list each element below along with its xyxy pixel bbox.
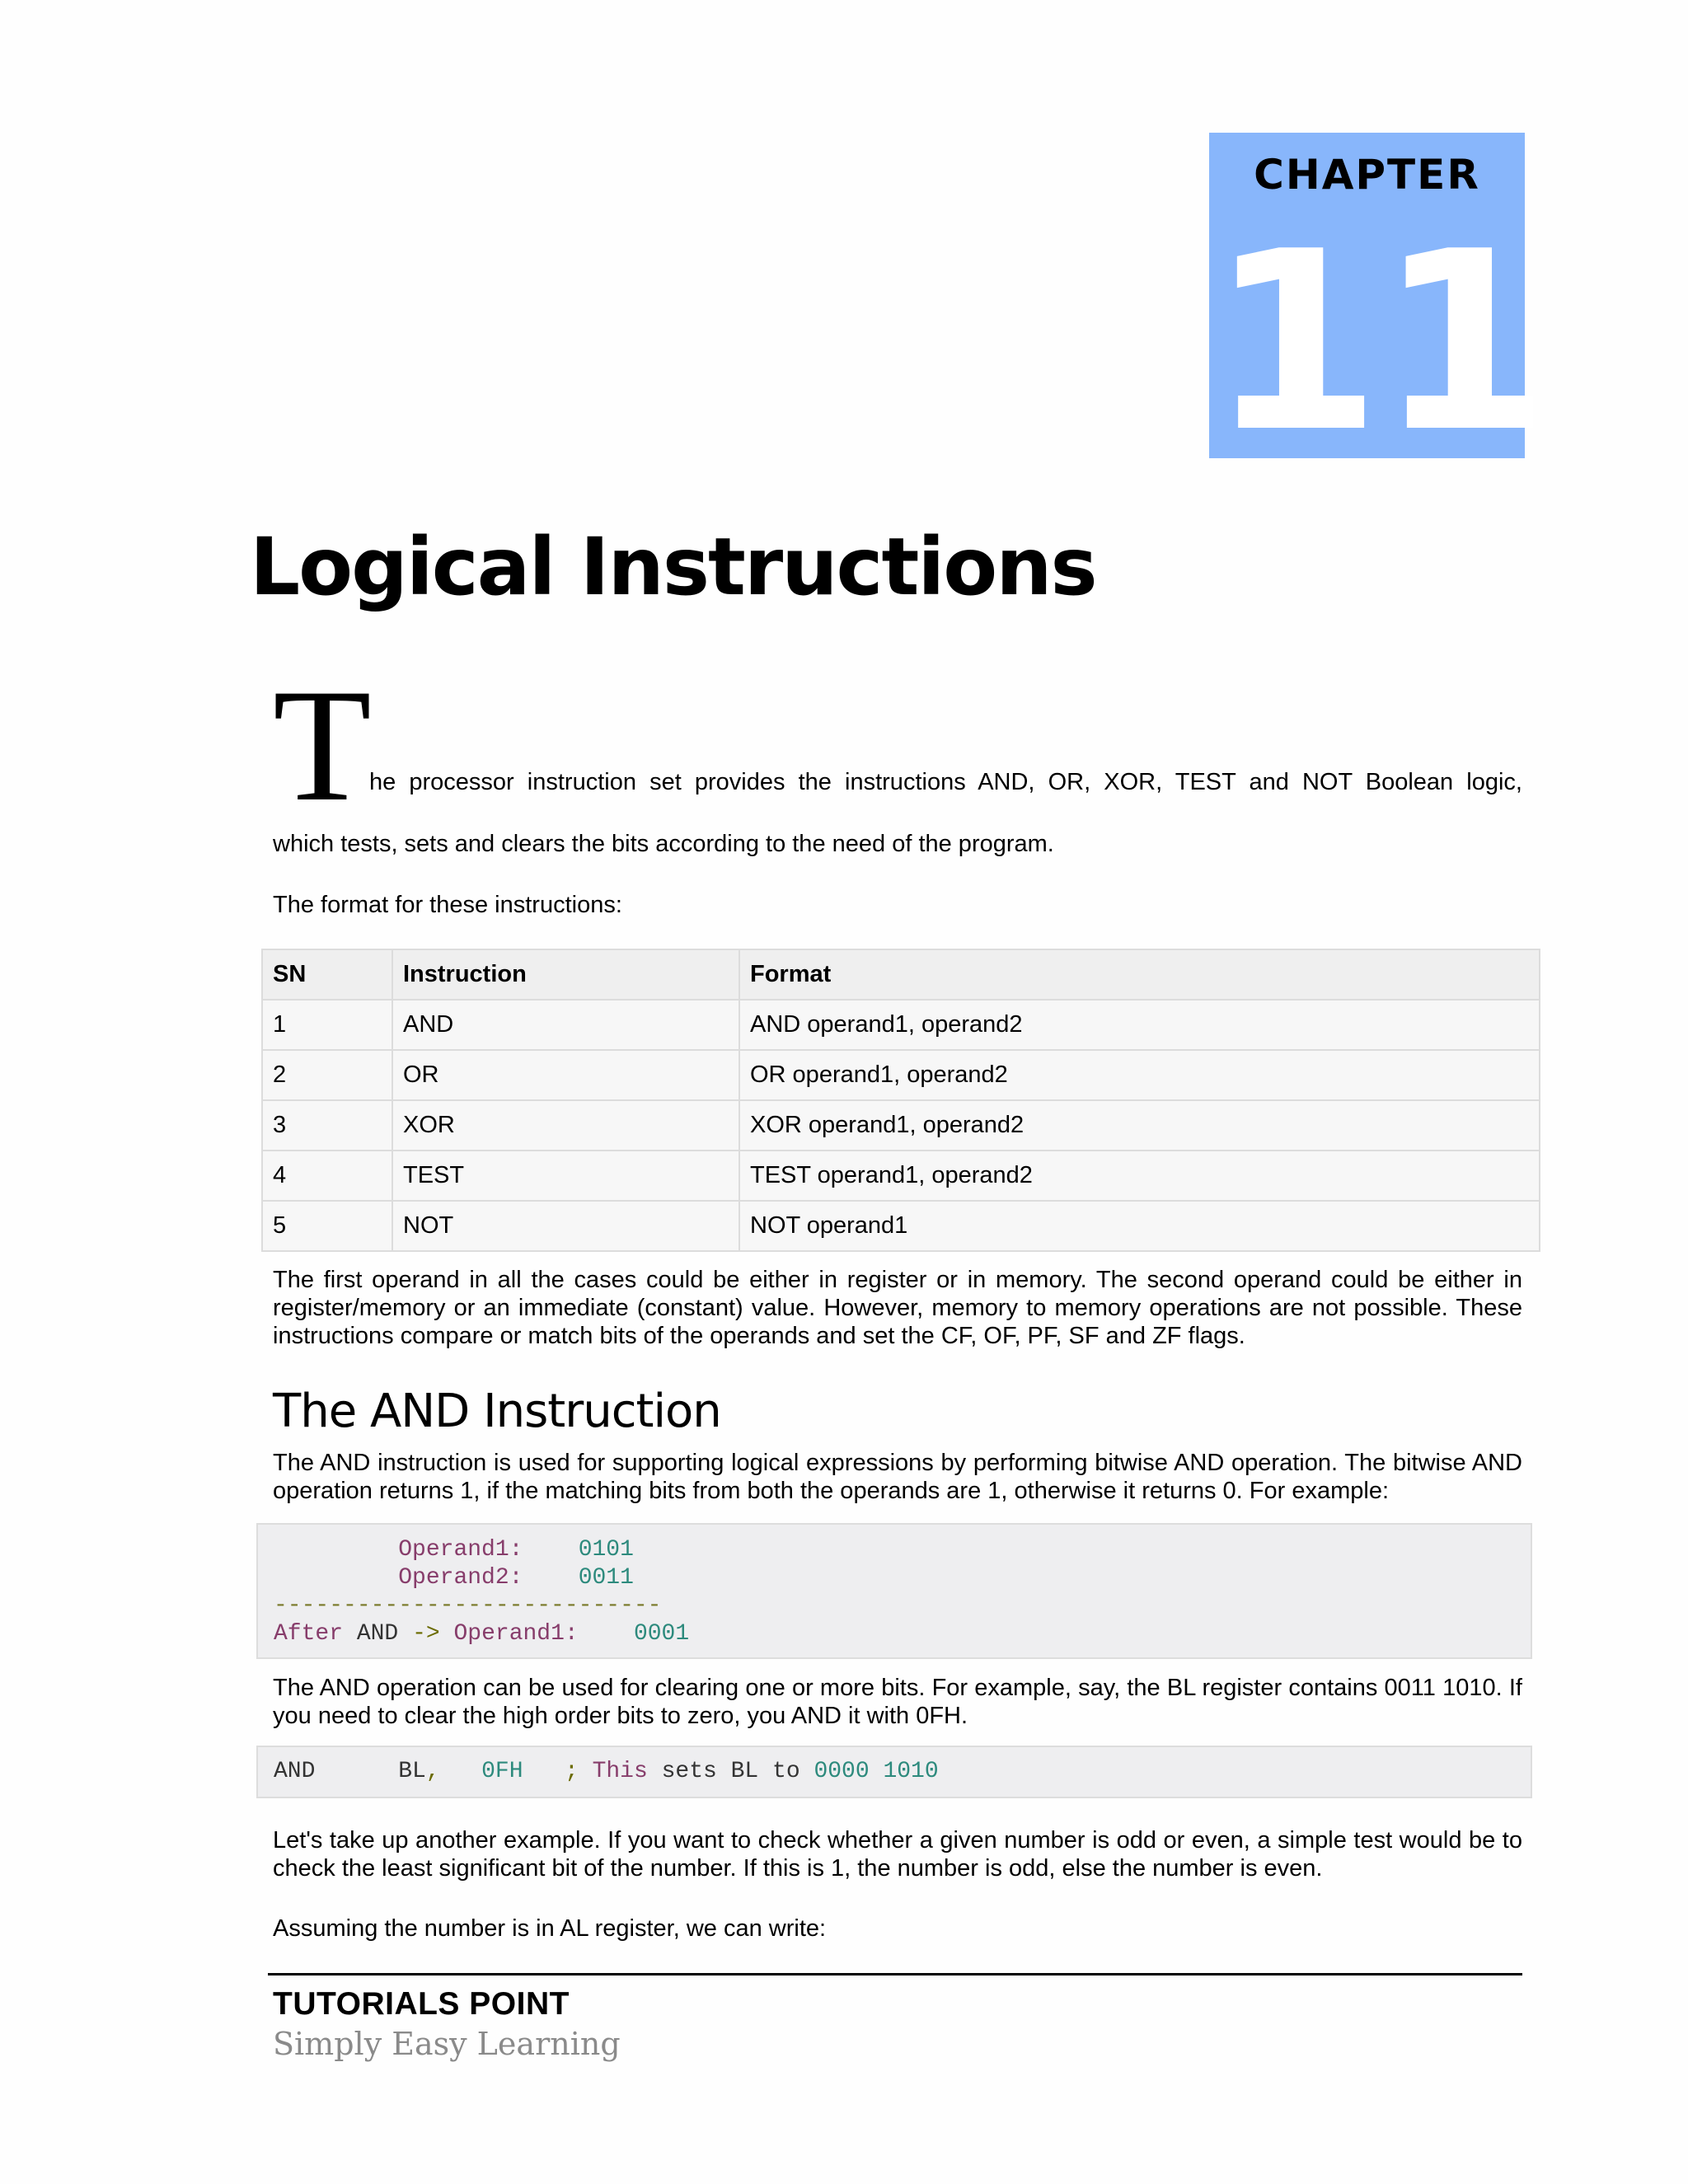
footer-divider (268, 1973, 1522, 1975)
code-token: -> (412, 1621, 440, 1647)
table-row (262, 1151, 1540, 1201)
table-cell: 2 (262, 1050, 392, 1100)
table-cell: 5 (262, 1201, 392, 1251)
table-cell: OR operand1, operand2 (739, 1050, 1540, 1100)
code-token: This (592, 1759, 648, 1784)
operands-paragraph: The first operand in all the cases could be either in register or in memory. The second operand could be either in register/memory or an immediate (constant) value. However, memory to memory operations are not possible. These instructions compare or match bits of the operands and set the CF, OF, PF, SF and ZF flags. (273, 1267, 1522, 1349)
table-cell: OR (392, 1050, 739, 1100)
table-cell: AND operand1, operand2 (739, 1000, 1540, 1050)
code-token: BL (398, 1759, 426, 1784)
and-paragraph-3: Let's take up another example. If you want to check whether a given number is odd or even, a simple test would be to check the least significant bit of the number. If this is 1, the number is odd, else the number is even. (273, 1827, 1522, 1882)
format-intro: The format for these instructions: (273, 892, 622, 918)
code-line (274, 1536, 1531, 1564)
table-row (262, 1100, 1540, 1151)
table-cell: XOR operand1, operand2 (739, 1100, 1540, 1151)
code-token: , (425, 1759, 440, 1784)
code-token: 0101 (578, 1537, 634, 1563)
table-header-row (262, 949, 1540, 1000)
table-header-cell: Format (739, 949, 1540, 1000)
table-header-cell: SN (262, 949, 392, 1000)
code-token: 0001 (633, 1621, 690, 1647)
code-line (274, 1620, 1531, 1648)
code-line (274, 1758, 1531, 1786)
code-token: 0FH (481, 1759, 523, 1784)
code-line (274, 1592, 1531, 1620)
code-token: Operand1: (398, 1537, 523, 1563)
and-paragraph-4: Assuming the number is in AL register, we can write: (273, 1915, 827, 1942)
code-token: AND (274, 1759, 316, 1784)
footer-slogan: Simply Easy Learning (273, 2026, 621, 2062)
drop-cap: T (273, 656, 372, 835)
section-heading: The AND Instruction (273, 1385, 721, 1438)
instruction-table (261, 949, 1540, 1252)
table-cell: TEST (392, 1151, 739, 1201)
table-row (262, 1201, 1540, 1251)
code-token: ---------------------------- (274, 1593, 662, 1619)
code-token: Operand2: (398, 1565, 523, 1591)
chapter-label: CHAPTER (1254, 151, 1480, 199)
code-token: After (274, 1621, 344, 1647)
and-paragraph-1: The AND instruction is used for supporting logical expressions by performing bitwise AND operation. The bitwise AND operation returns 1, if the matching bits from both the operands are 1, otherwise it returns 0. For example: (273, 1450, 1522, 1504)
intro-line-2: which tests, sets and clears the bits according to the need of the program. (273, 831, 1054, 857)
table-cell: NOT operand1 (739, 1201, 1540, 1251)
code-token: AND (356, 1621, 399, 1647)
table-cell: 1 (262, 1000, 392, 1050)
table-cell: AND (392, 1000, 739, 1050)
table-cell: XOR (392, 1100, 739, 1151)
footer-brand: TUTORIALS POINT (273, 1986, 570, 2022)
chapter-number: 11 (1209, 199, 1547, 486)
table-row (262, 1000, 1540, 1050)
chapter-badge (1209, 133, 1547, 486)
table-header-cell: Instruction (392, 949, 739, 1000)
and-paragraph-2: The AND operation can be used for clearing one or more bits. For example, say, the BL register contains 0011 1010. If you need to clear the high order bits to zero, you AND it with 0FH. (273, 1675, 1522, 1729)
table-cell: NOT (392, 1201, 739, 1251)
code-token: Operand1: (453, 1621, 579, 1647)
table-cell: 4 (262, 1151, 392, 1201)
code-block-clear-bits (256, 1746, 1532, 1798)
code-token: ; (564, 1759, 579, 1784)
table-row (262, 1050, 1540, 1100)
code-line (274, 1564, 1531, 1592)
code-token: 0000 1010 (814, 1759, 939, 1784)
code-token: 0011 (578, 1565, 634, 1591)
intro-line-1: he processor instruction set provides the instructions AND, OR, XOR, TEST and NOT Boolean logic, (369, 769, 1522, 795)
code-token: sets BL to (661, 1759, 800, 1784)
page-title: Logical Instructions (250, 521, 1096, 613)
table-cell: 3 (262, 1100, 392, 1151)
table-cell: TEST operand1, operand2 (739, 1151, 1540, 1201)
code-block-example (256, 1523, 1532, 1659)
